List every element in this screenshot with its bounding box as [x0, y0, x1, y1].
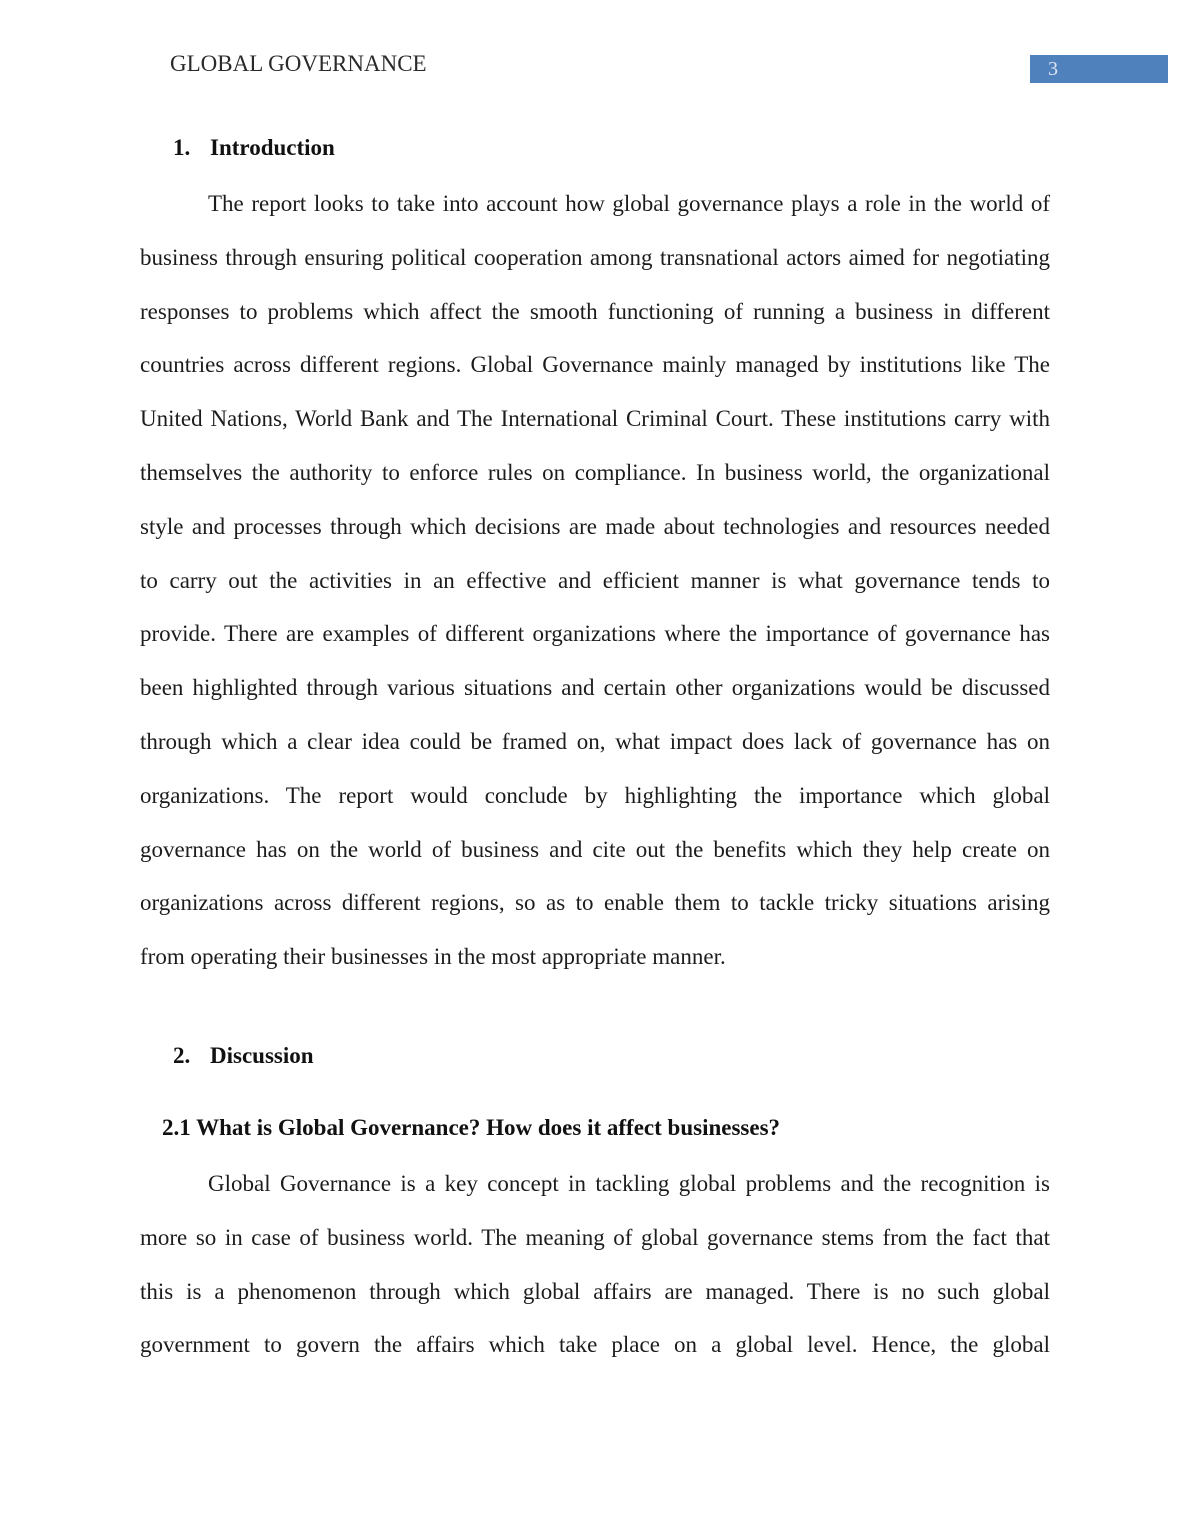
heading-introduction-text: Introduction	[210, 135, 335, 160]
running-head: GLOBAL GOVERNANCE	[170, 51, 427, 76]
heading-introduction-number: 1.	[173, 135, 191, 160]
introduction-paragraph	[140, 177, 1050, 984]
page-number-box	[1030, 55, 1168, 83]
paragraph-line: organizations across different regions, so as to enable them to tackle tricky situations arising	[140, 890, 1050, 916]
paragraph-line: organizations. The report would conclude by highlighting the importance which global	[140, 782, 1050, 808]
paragraph-line: through which a clear idea could be framed on, what impact does lack of governance has on	[140, 728, 1050, 754]
paragraph-line: from operating their businesses in the most appropriate manner.	[140, 944, 726, 970]
heading-discussion	[140, 1042, 1050, 1070]
heading-discussion-number: 2.	[173, 1043, 191, 1068]
paragraph-line: to carry out the activities in an effective and efficient manner is what governance tends to	[140, 567, 1050, 593]
paragraph-line: style and processes through which decisions are made about technologies and resources needed	[140, 513, 1050, 539]
page-number: 3	[1048, 58, 1058, 80]
paragraph-line: United Nations, World Bank and The International Criminal Court. These institutions carry with	[140, 406, 1050, 432]
paragraph-line: business through ensuring political cooperation among transnational actors aimed for negotiating	[140, 244, 1050, 270]
paragraph-line: Global Governance is a key concept in tackling global problems and the recognition is	[208, 1171, 1050, 1196]
paragraph-line: more so in case of business world. The meaning of global governance stems from the fact that	[140, 1224, 1050, 1250]
paragraph-line: The report looks to take into account how global governance plays a role in the world of	[208, 191, 1050, 216]
paragraph-line: been highlighted through various situations and certain other organizations would be discussed	[140, 675, 1050, 701]
paragraph-line: this is a phenomenon through which global affairs are managed. There is no such global	[140, 1278, 1050, 1304]
paragraph-line: themselves the authority to enforce rules on compliance. In business world, the organizational	[140, 459, 1050, 485]
heading-introduction	[140, 134, 1050, 162]
subheading-2-1: 2.1 What is Global Governance? How does it affect businesses?	[162, 1115, 781, 1140]
paragraph-line: countries across different regions. Global Governance mainly managed by institutions like The	[140, 352, 1050, 378]
paragraph-line: governance has on the world of business and cite out the benefits which they help create on	[140, 836, 1050, 862]
paragraph-line: provide. There are examples of different organizations where the importance of governance has	[140, 621, 1050, 647]
heading-discussion-text: Discussion	[210, 1043, 314, 1068]
global-governance-paragraph	[140, 1157, 1050, 1372]
paragraph-line: responses to problems which affect the smooth functioning of running a business in different	[140, 298, 1050, 324]
paragraph-line: government to govern the affairs which take place on a global level. Hence, the global	[140, 1332, 1050, 1358]
